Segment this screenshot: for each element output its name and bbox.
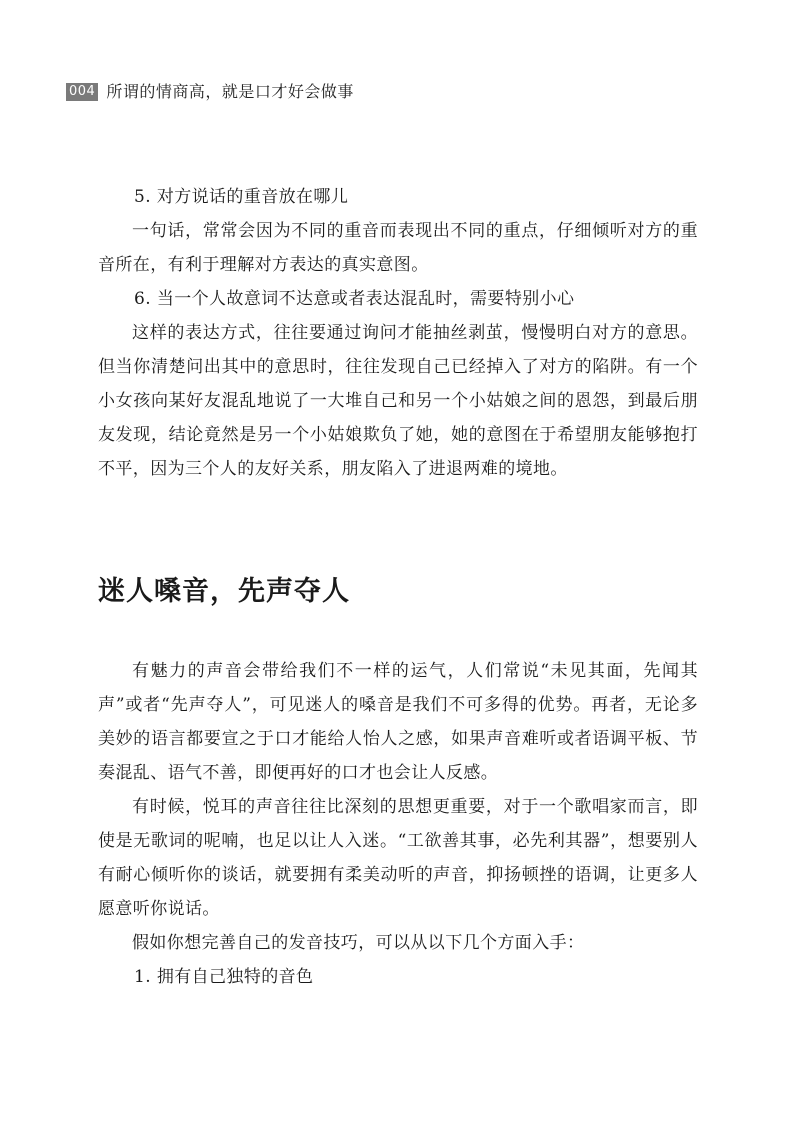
- subheading-1: 1. 拥有自己独特的音色: [134, 967, 314, 987]
- section-title: 迷人嗓音，先声夺人: [98, 576, 350, 607]
- paragraph: 有魅力的声音会带给我们不一样的运气，人们常说“未见其面，先闻其声”或者“先声夺人”，可见迷人的嗓音是我们不可多得的优势。再者，无论多美妙的语言都要宣之于口才能给人怡人之感，如果声音难听或者语调平板、节奏混乱、语气不善，即便再好的口才也会让人反感。: [98, 661, 698, 783]
- bottom-text-block: [98, 654, 698, 994]
- paragraph: 假如你想完善自己的发音技巧，可以从以下几个方面入手：: [132, 933, 585, 953]
- subheading-6: 6. 当一个人故意词不达意或者表达混乱时，需要特别小心: [134, 289, 575, 309]
- top-text-block: [98, 180, 698, 486]
- paragraph: 这样的表达方式，往往要通过询问才能抽丝剥茧，慢慢明白对方的意思。但当你清楚问出其中的意思时，往往发现自己已经掉入了对方的陷阱。有一个小女孩向某好友混乱地说了一大堆自己和另一个小姑娘之间的恩怨，到最后朋友发现，结论竟然是另一个小姑娘欺负了她，她的意图在于希望朋友能够抱打不平，因为三个人的友好关系，朋友陷入了进退两难的境地。: [98, 323, 698, 479]
- subheading-5: 5. 对方说话的重音放在哪儿: [134, 187, 349, 207]
- running-title: 所谓的情商高，就是口才好会做事: [106, 82, 354, 101]
- running-header: [66, 82, 354, 102]
- paragraph: 有时候，悦耳的声音往往比深刻的思想更重要，对于一个歌唱家而言，即使是无歌词的呢喃，也足以让人入迷。“工欲善其事，必先利其器”，想要别人有耐心倾听你的谈话，就要拥有柔美动听的声音，抑扬顿挫的语调，让更多人愿意听你说话。: [98, 797, 698, 919]
- paragraph: 一句话，常常会因为不同的重音而表现出不同的重点，仔细倾听对方的重音所在，有利于理解对方表达的真实意图。: [98, 221, 698, 275]
- page-number: 004: [66, 83, 98, 101]
